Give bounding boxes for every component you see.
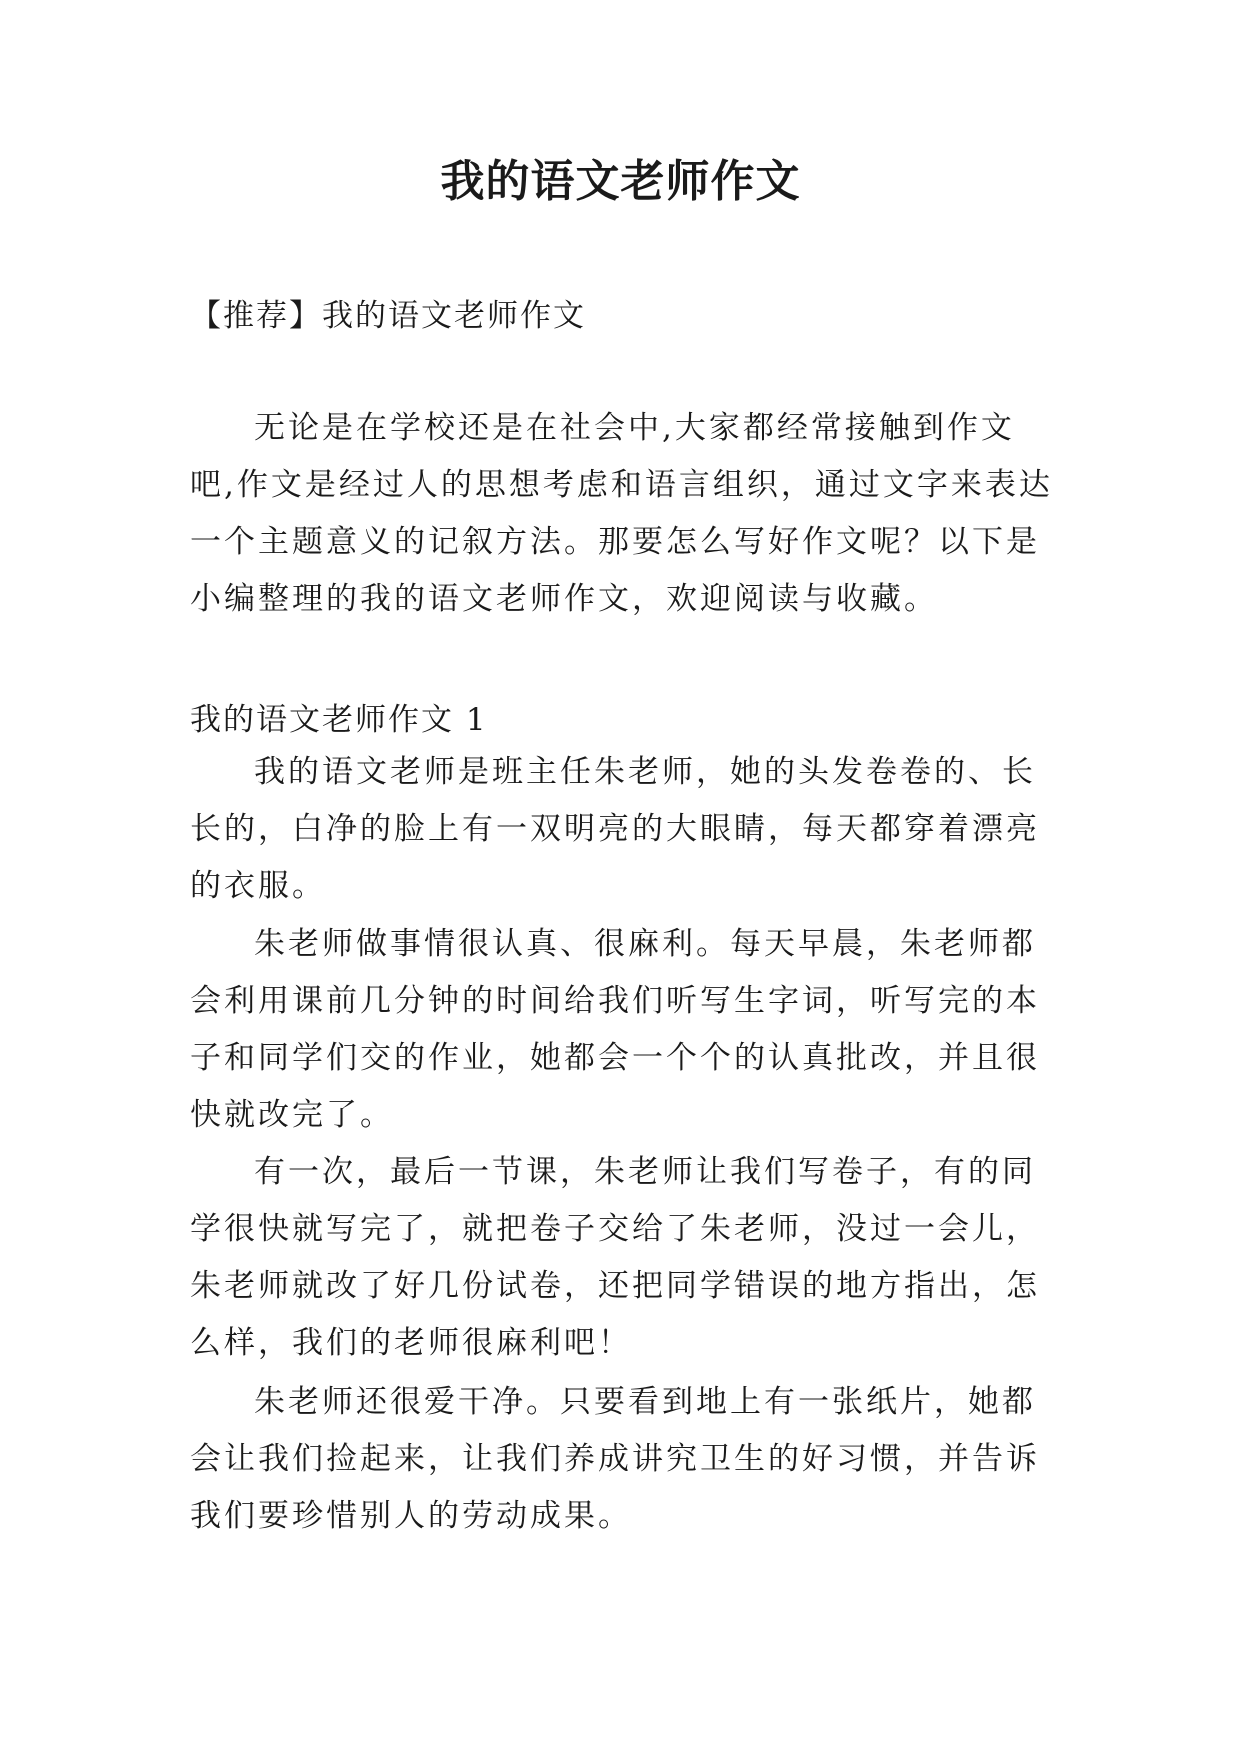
paragraph-1: 我的语文老师是班主任朱老师，她的头发卷卷的、长长的，白净的脸上有一双明亮的大眼睛，每天都穿着漂亮的衣服。 — [190, 754, 1040, 904]
document-subtitle: 【推荐】我的语文老师作文 — [190, 298, 586, 334]
paragraph-4: 朱老师还很爱干净。只要看到地上有一张纸片，她都会让我们捡起来，让我们养成讲究卫生的好习惯，并告诉我们要珍惜别人的劳动成果。 — [190, 1384, 1040, 1534]
page-title: 我的语文老师作文 — [440, 156, 801, 207]
section-heading: 我的语文老师作文 1 — [190, 702, 488, 738]
paragraph-2: 朱老师做事情很认真、很麻利。每天早晨，朱老师都会利用课前几分钟的时间给我们听写生字词，听写完的本子和同学们交的作业，她都会一个个的认真批改，并且很快就改完了。 — [190, 926, 1040, 1133]
paragraph-3: 有一次，最后一节课，朱老师让我们写卷子，有的同学很快就写完了，就把卷子交给了朱老师，没过一会儿，朱老师就改了好几份试卷，还把同学错误的地方指出，怎么样，我们的老师很麻利吧！ — [190, 1154, 1040, 1361]
intro-paragraph: 无论是在学校还是在社会中,大家都经常接触到作文吧,作文是经过人的思想考虑和语言组织，通过文字来表达一个主题意义的记叙方法。那要怎么写好作文呢？以下是小编整理的我的语文老师作文，欢迎阅读与收藏。 — [190, 410, 1053, 617]
